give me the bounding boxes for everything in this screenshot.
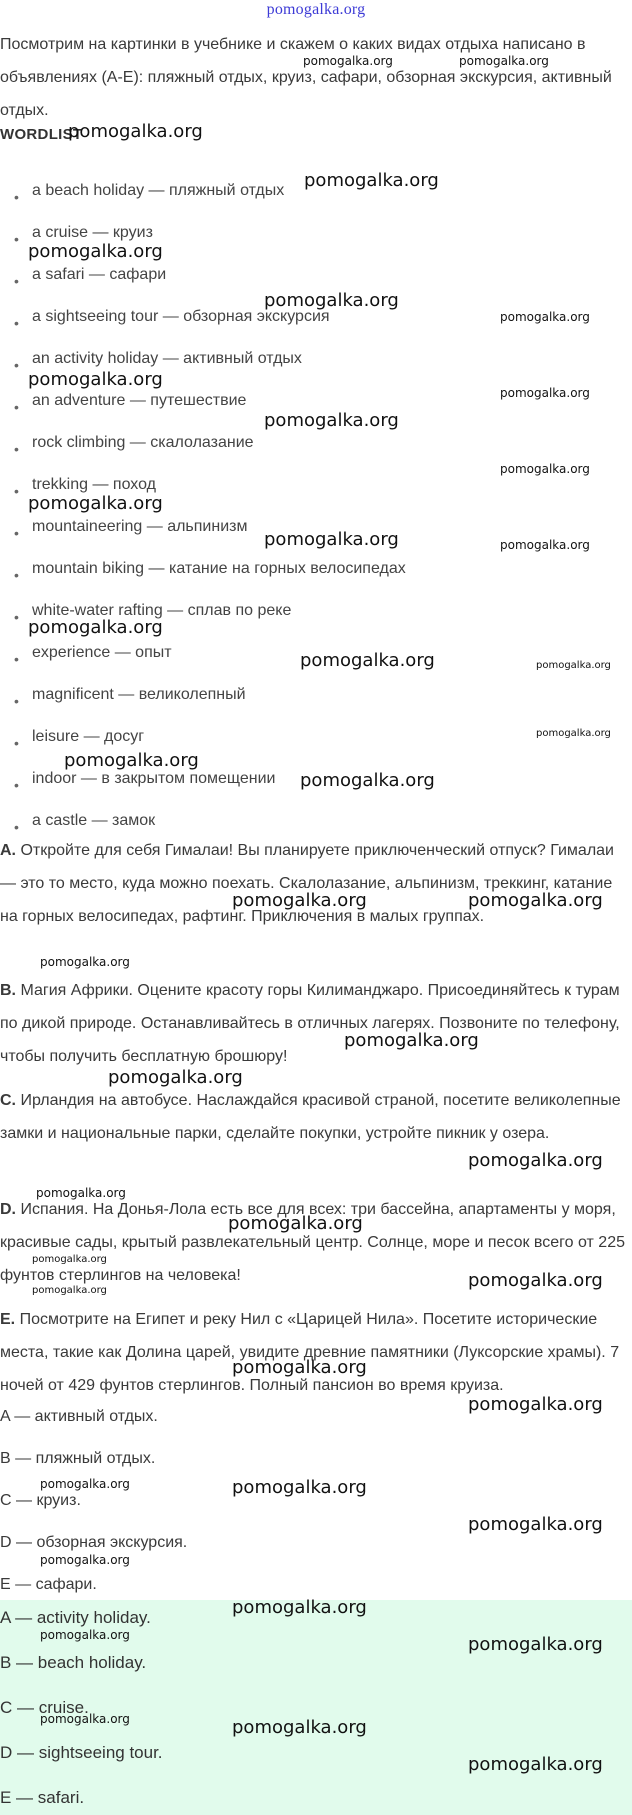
watermark: pomogalka.org bbox=[28, 369, 163, 390]
wordlist-item: • a castle — замок bbox=[14, 812, 156, 835]
bullet-icon: • bbox=[14, 693, 19, 709]
bullet-icon: • bbox=[14, 189, 19, 205]
ad-paragraph-c: C. Ирландия на автобусе. Наслаждайся красивой страной, посетите великолепные замки и национальные парки, сделайте покупки, устройте пикник у озера. bbox=[0, 1092, 621, 1142]
watermark: pomogalka.org bbox=[500, 386, 590, 400]
watermark: pomogalka.org bbox=[64, 750, 199, 771]
watermark: pomogalka.org bbox=[40, 1477, 130, 1491]
watermark: pomogalka.org bbox=[344, 1030, 479, 1051]
watermark: pomogalka.org bbox=[468, 1270, 603, 1291]
watermark: pomogalka.org bbox=[303, 54, 393, 68]
watermark: pomogalka.org bbox=[300, 650, 435, 671]
answer-en: D — sightseeing tour. bbox=[0, 1743, 163, 1762]
watermark: pomogalka.org bbox=[468, 1514, 603, 1535]
wordlist-item: • rock climbing — скалолазание bbox=[14, 434, 254, 457]
watermark: pomogalka.org bbox=[36, 1186, 126, 1200]
watermark: pomogalka.org bbox=[32, 1285, 107, 1296]
watermark: pomogalka.org bbox=[232, 1357, 367, 1378]
ad-paragraph-b: B. Магия Африки. Оцените красоту горы Килиманджаро. Присоединяйтесь к турам по дикой природе. Останавливайтесь в отличных лагерях. Позвоните по телефону, чтобы получить бесплатную брошюру! bbox=[0, 982, 620, 1065]
answer-ru: D — обзорная экскурсия. bbox=[0, 1534, 188, 1551]
watermark: pomogalka.org bbox=[468, 1150, 603, 1171]
wordlist-item: • a sightseeing tour — обзорная экскурсия bbox=[14, 308, 330, 331]
wordlist-item: • leisure — досуг bbox=[14, 728, 145, 751]
watermark: pomogalka.org bbox=[232, 1717, 367, 1738]
watermark: pomogalka.org bbox=[40, 1553, 130, 1567]
watermark: pomogalka.org bbox=[500, 462, 590, 476]
watermark: pomogalka.org bbox=[468, 1754, 603, 1775]
intro-text: Посмотрим на картинки в учебнике и скажем о каких видах отдыха написано в объявлениях (А-Е): пляжный отдых, круиз, сафари, обзорная экскурсия, активный отдых. bbox=[0, 36, 612, 119]
answer-en: C — cruise. bbox=[0, 1698, 89, 1717]
watermark: pomogalka.org bbox=[232, 1477, 367, 1498]
watermark: pomogalka.org bbox=[28, 617, 163, 638]
answer-en: E — safari. bbox=[0, 1788, 85, 1807]
bullet-icon: • bbox=[14, 819, 19, 835]
answer-ru: C — круиз. bbox=[0, 1492, 81, 1509]
wordlist-item: • a safari — сафари bbox=[14, 266, 167, 289]
watermark: pomogalka.org bbox=[468, 890, 603, 911]
bullet-icon: • bbox=[14, 567, 19, 583]
bullet-icon: • bbox=[14, 777, 19, 793]
watermark: pomogalka.org bbox=[40, 1628, 130, 1642]
watermark: pomogalka.org bbox=[28, 493, 163, 514]
watermark: pomogalka.org bbox=[264, 290, 399, 311]
watermark: pomogalka.org bbox=[536, 728, 611, 739]
watermark: pomogalka.org bbox=[68, 121, 203, 142]
watermark: pomogalka.org bbox=[536, 660, 611, 671]
wordlist-item: • mountaineering — альпинизм bbox=[14, 518, 248, 541]
watermark: pomogalka.org bbox=[228, 1213, 363, 1234]
bullet-icon: • bbox=[14, 357, 19, 373]
wordlist-item: • an activity holiday — активный отдых bbox=[14, 350, 302, 373]
watermark: pomogalka.org bbox=[304, 170, 439, 191]
ad-paragraph-a: A. Откройте для себя Гималаи! Вы планируете приключенческий отпуск? Гималаи — это то место, куда можно поехать. Скалолазание, альпинизм, треккинг, катание на горных велосипедах, рафтинг. Приключения в малых группах. bbox=[0, 842, 614, 925]
watermark: pomogalka.org bbox=[28, 241, 163, 262]
watermark: pomogalka.org bbox=[500, 538, 590, 552]
wordlist-item: • magnificent — великолепный bbox=[14, 686, 246, 709]
watermark: pomogalka.org bbox=[32, 1254, 107, 1265]
bullet-icon: • bbox=[14, 651, 19, 667]
watermark: pomogalka.org bbox=[264, 410, 399, 431]
answer-en: A — activity holiday. bbox=[0, 1608, 151, 1627]
wordlist-item: • experience — опыт bbox=[14, 644, 172, 667]
wordlist-item: • trekking — поход bbox=[14, 476, 156, 499]
bullet-icon: • bbox=[14, 315, 19, 331]
wordlist-item: • an adventure — путешествие bbox=[14, 392, 247, 415]
ad-paragraph-e: E. Посмотрите на Египет и реку Нил с «Царицей Нила». Посетите исторические места, такие как Долина царей, увидите древние памятники (Луксорские храмы). 7 ночей от 429 фунтов стерлингов. Полный пансион во время круиза. bbox=[0, 1311, 620, 1394]
wordlist-item: • a beach holiday — пляжный отдых bbox=[14, 182, 285, 205]
watermark: pomogalka.org bbox=[232, 1597, 367, 1618]
wordlist-heading: WORDLIST bbox=[0, 126, 83, 143]
answer-ru: B — пляжный отдых. bbox=[0, 1450, 156, 1467]
answer-en: B — beach holiday. bbox=[0, 1653, 147, 1672]
site-header-link[interactable]: pomogalka.org bbox=[266, 1, 366, 18]
wordlist-item: • white-water rafting — сплав по реке bbox=[14, 602, 292, 625]
ad-paragraph-d: D. Испания. На Донья-Лола есть все для всех: три бассейна, апартаменты у моря, красивые сады, крытый развлекательный центр. Солнце, море и песок всего от 225 фунтов стерлингов на человека! bbox=[0, 1201, 625, 1284]
watermark: pomogalka.org bbox=[459, 54, 549, 68]
bullet-icon: • bbox=[14, 399, 19, 415]
bullet-icon: • bbox=[14, 231, 19, 247]
bullet-icon: • bbox=[14, 273, 19, 289]
bullet-icon: • bbox=[14, 609, 19, 625]
bullet-icon: • bbox=[14, 483, 19, 499]
bullet-icon: • bbox=[14, 441, 19, 457]
wordlist-item: • indoor — в закрытом помещении bbox=[14, 770, 276, 793]
wordlist-item: • mountain biking — катание на горных велосипедах bbox=[14, 560, 406, 583]
watermark: pomogalka.org bbox=[108, 1067, 243, 1088]
watermark: pomogalka.org bbox=[468, 1634, 603, 1655]
bullet-icon: • bbox=[14, 735, 19, 751]
watermark: pomogalka.org bbox=[40, 1712, 130, 1726]
wordlist-item: • a cruise — круиз bbox=[14, 224, 153, 247]
watermark: pomogalka.org bbox=[40, 955, 130, 969]
answer-ru: E — сафари. bbox=[0, 1576, 97, 1593]
answer-ru: A — активный отдых. bbox=[0, 1408, 158, 1425]
watermark: pomogalka.org bbox=[300, 770, 435, 791]
watermark: pomogalka.org bbox=[232, 890, 367, 911]
watermark: pomogalka.org bbox=[500, 310, 590, 324]
bullet-icon: • bbox=[14, 525, 19, 541]
watermark: pomogalka.org bbox=[264, 529, 399, 550]
watermark: pomogalka.org bbox=[468, 1394, 603, 1415]
